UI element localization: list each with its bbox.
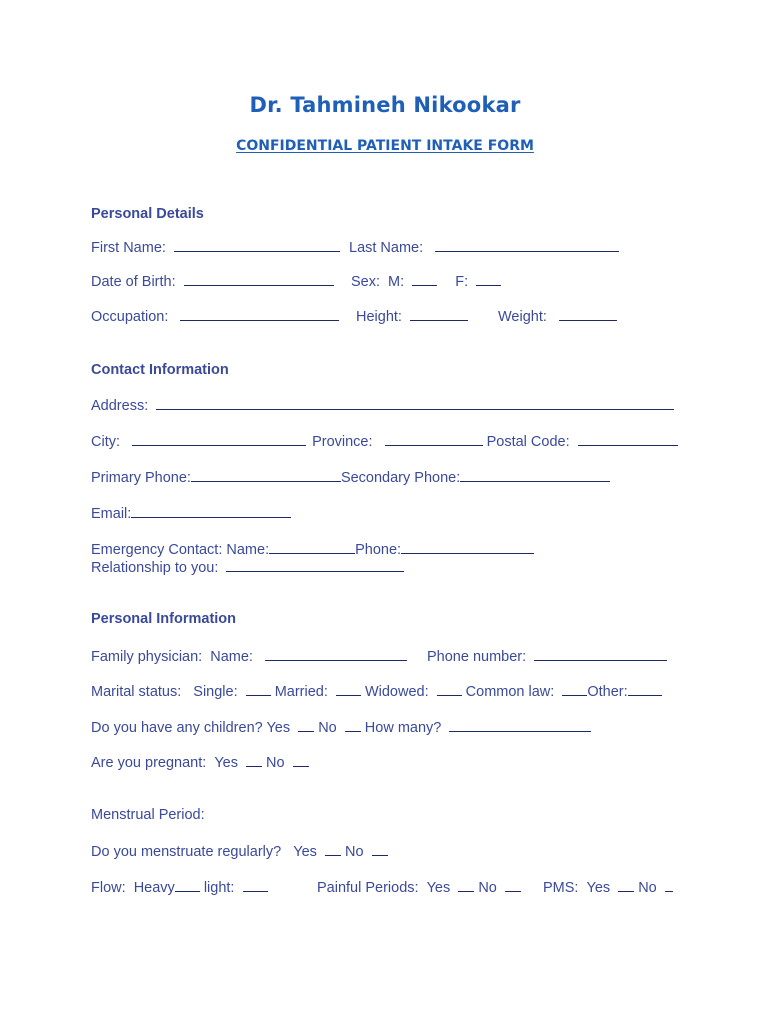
primary-phone-field[interactable] [191, 469, 341, 482]
last-name-row [349, 239, 619, 256]
personal-details-heading: Personal Details [91, 206, 204, 222]
city-field[interactable] [132, 433, 306, 446]
flow-row [91, 879, 268, 896]
painful-periods-row [317, 879, 521, 896]
painful-periods-label: Painful Periods: [317, 880, 419, 896]
menstruate-no-label: No [344, 844, 364, 860]
marital-status-row [91, 683, 662, 700]
physician-phone-label: Phone number: [427, 649, 527, 665]
emergency-phone-field[interactable] [401, 541, 534, 554]
sex-f-label: F: [455, 274, 469, 290]
city-row [91, 433, 678, 450]
province-field[interactable] [385, 433, 483, 446]
pms-yes-label: Yes [586, 880, 611, 896]
occupation-field[interactable] [180, 308, 339, 321]
physician-phone-row [427, 648, 667, 665]
children-how-many-field[interactable] [449, 719, 591, 732]
address-label: Address: [91, 398, 149, 414]
last-name-field[interactable] [435, 239, 619, 252]
single-field[interactable] [246, 683, 271, 696]
other-label: Other: [587, 684, 628, 700]
first-name-label: First Name: [91, 240, 166, 256]
family-physician-row [91, 648, 407, 665]
menstruate-yes-field[interactable] [325, 843, 341, 856]
painful-no-label: No [478, 880, 497, 896]
other-field[interactable] [628, 683, 662, 696]
emergency-name-field[interactable] [269, 541, 355, 554]
relationship-row [91, 559, 404, 576]
married-label: Married: [274, 684, 328, 700]
flow-heavy-label: Heavy [133, 880, 175, 896]
primary-phone-label: Primary Phone: [91, 470, 191, 486]
sex-row [351, 273, 501, 290]
dob-label: Date of Birth: [91, 274, 176, 290]
sex-label: Sex: [351, 274, 381, 290]
weight-row [498, 308, 617, 325]
painful-no-field[interactable] [505, 879, 521, 892]
flow-heavy-field[interactable] [175, 879, 200, 892]
city-label: City: [91, 434, 120, 450]
relationship-label: Relationship to you: [91, 560, 219, 576]
sex-m-label: M: [388, 274, 405, 290]
widowed-label: Widowed: [364, 684, 429, 700]
pregnant-question: Are you pregnant: [91, 755, 207, 771]
pms-no-label: No [638, 880, 657, 896]
physician-phone-field[interactable] [534, 648, 667, 661]
form-title: CONFIDENTIAL PATIENT INTAKE FORM [236, 138, 534, 154]
first-name-field[interactable] [174, 239, 340, 252]
married-field[interactable] [336, 683, 361, 696]
children-how-many-label: How many? [364, 720, 442, 736]
email-label: Email: [91, 506, 132, 522]
menstrual-heading: Menstrual Period: [91, 807, 205, 823]
children-row [91, 719, 591, 736]
menstruate-row [91, 843, 388, 860]
height-field[interactable] [410, 308, 468, 321]
children-question: Do you have any children? Yes [91, 720, 291, 736]
province-label: Province: [312, 434, 373, 450]
email-field[interactable] [131, 505, 291, 518]
secondary-phone-field[interactable] [460, 469, 610, 482]
emergency-contact-row [91, 541, 534, 558]
common-law-field[interactable] [562, 683, 587, 696]
painful-yes-label: Yes [426, 880, 451, 896]
first-name-row [91, 239, 340, 256]
occupation-row [91, 308, 339, 325]
flow-label: Flow: [91, 880, 126, 896]
children-yes-field[interactable] [298, 719, 314, 732]
pregnant-yes-field[interactable] [246, 754, 262, 767]
pregnant-no-field[interactable] [293, 754, 309, 767]
occupation-label: Occupation: [91, 309, 169, 325]
weight-label: Weight: [498, 309, 547, 325]
secondary-phone-label: Secondary Phone: [340, 470, 461, 486]
flow-light-field[interactable] [243, 879, 268, 892]
postal-code-label: Postal Code: [486, 434, 570, 450]
pms-yes-field[interactable] [618, 879, 634, 892]
postal-code-field[interactable] [578, 433, 678, 446]
pregnant-yes-label: Yes [214, 755, 238, 771]
contact-information-heading: Contact Information [91, 362, 229, 378]
pregnant-row [91, 754, 309, 771]
pms-label: PMS: [543, 880, 579, 896]
height-label: Height: [356, 309, 402, 325]
phones-row [91, 469, 610, 486]
menstruate-no-field[interactable] [372, 843, 388, 856]
height-row [356, 308, 468, 325]
painful-yes-field[interactable] [458, 879, 474, 892]
family-physician-name-label: Name: [210, 649, 253, 665]
weight-field[interactable] [559, 308, 617, 321]
children-no-field[interactable] [345, 719, 361, 732]
single-label: Single: [193, 684, 238, 700]
menstruate-yes-label: Yes [293, 844, 317, 860]
children-no-label: No [318, 720, 337, 736]
pms-row [543, 879, 673, 896]
dob-field[interactable] [184, 273, 334, 286]
menstruate-question: Do you menstruate regularly? [91, 844, 282, 860]
emergency-contact-label: Emergency Contact: Name: [91, 542, 270, 558]
last-name-label: Last Name: [349, 240, 424, 256]
address-field[interactable] [156, 397, 674, 410]
personal-information-heading: Personal Information [91, 611, 237, 627]
relationship-field[interactable] [226, 559, 404, 572]
pms-no-field[interactable] [665, 879, 673, 892]
family-physician-label: Family physician: [91, 649, 203, 665]
marital-status-label: Marital status: [91, 684, 182, 700]
doctor-name: Dr. Tahmineh Nikookar [249, 93, 521, 117]
common-law-label: Common law: [465, 684, 555, 700]
flow-light-label: light: [203, 880, 235, 896]
sex-f-field[interactable] [476, 273, 501, 286]
emergency-phone-label: Phone: [355, 542, 402, 558]
widowed-field[interactable] [437, 683, 462, 696]
family-physician-name-field[interactable] [265, 648, 407, 661]
address-row [91, 397, 674, 414]
sex-m-field[interactable] [412, 273, 437, 286]
email-row [91, 505, 291, 522]
pregnant-no-label: No [266, 755, 285, 771]
dob-row [91, 273, 334, 290]
